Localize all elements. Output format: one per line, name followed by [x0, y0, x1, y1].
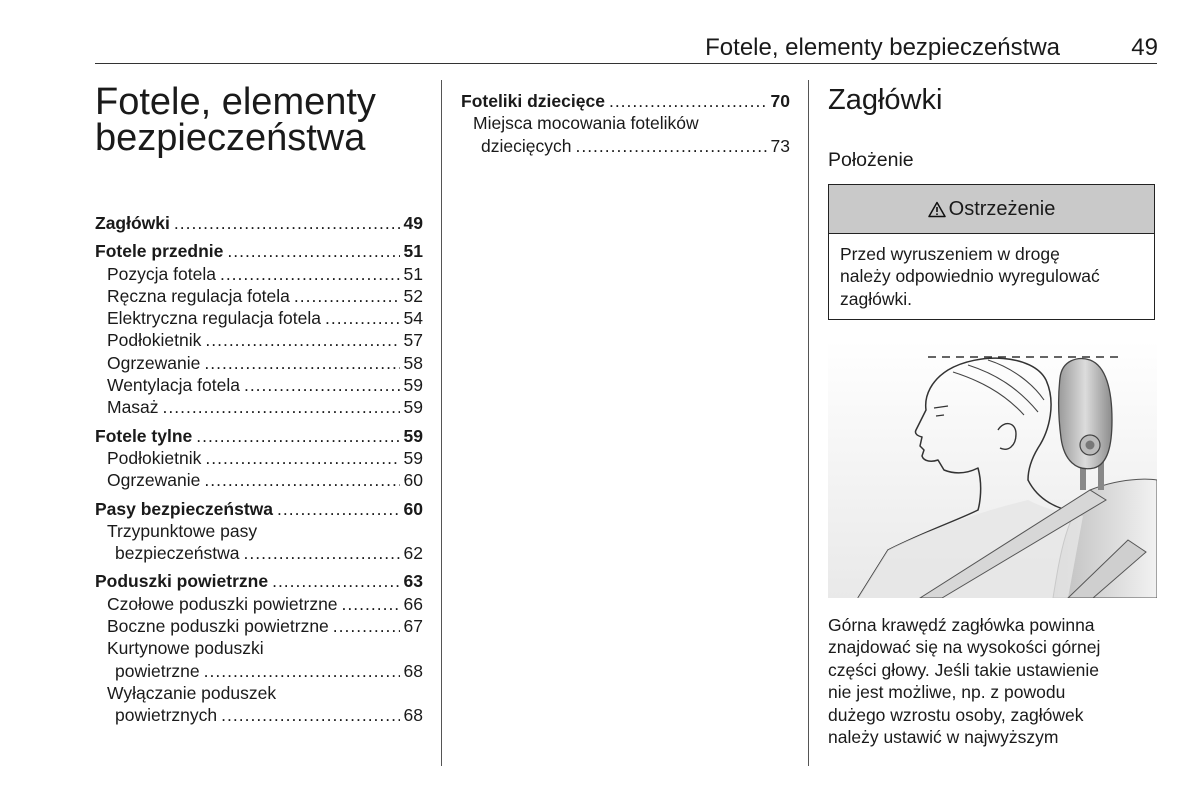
- toc-page-number: 66: [403, 593, 423, 614]
- toc-page-number: 51: [403, 263, 423, 284]
- toc-entry[interactable]: [95, 396, 423, 418]
- toc-leader-dots: [163, 396, 400, 418]
- toc-entry-label: Wentylacja fotela: [107, 375, 240, 396]
- toc-entry[interactable]: [95, 263, 423, 285]
- page-number: 49: [1131, 34, 1158, 61]
- toc-page-number: 60: [403, 498, 423, 519]
- body-line: należy ustawić w najwyższym: [828, 727, 1059, 748]
- toc-entry-label: powietrzne: [115, 660, 200, 681]
- toc-page-number: 54: [403, 308, 423, 329]
- toc-leader-dots: [221, 704, 399, 726]
- toc-leader-dots: [575, 135, 766, 157]
- toc-entry[interactable]: [461, 90, 790, 112]
- toc-entry-label: powietrznych: [115, 705, 218, 726]
- toc-page-number: 57: [403, 330, 423, 351]
- toc-page-number: 58: [403, 352, 423, 373]
- toc-leader-dots: [294, 285, 400, 307]
- chapter-title-line-2: bezpieczeństwa: [95, 117, 366, 159]
- toc-leader-dots: [609, 90, 767, 112]
- header-rule: [95, 63, 1157, 64]
- body-text: [828, 614, 1158, 748]
- toc-entry[interactable]: [95, 704, 423, 726]
- toc-entry[interactable]: [95, 660, 423, 682]
- body-line: części głowy. Jeśli takie ustawienie: [828, 659, 1100, 680]
- toc-leader-dots: [204, 352, 399, 374]
- warning-triangle-icon: [928, 201, 946, 218]
- toc-entry-label: Pozycja fotela: [107, 263, 216, 284]
- toc-entry-label: Podłokietnik: [107, 447, 202, 468]
- warning-text: [829, 234, 1154, 310]
- toc-page-number: 67: [403, 616, 423, 637]
- subsection-title: Położenie: [828, 149, 914, 171]
- toc-leader-dots: [174, 212, 400, 234]
- toc-entry-label: Czołowe poduszki powietrzne: [107, 593, 338, 614]
- toc-entry[interactable]: [95, 447, 423, 469]
- toc-entry[interactable]: [95, 240, 423, 262]
- toc-leader-dots: [244, 374, 400, 396]
- running-header-title: Fotele, elementy bezpieczeństwa: [705, 34, 1060, 61]
- toc-entry-label: Boczne poduszki powietrzne: [107, 616, 329, 637]
- toc-leader-dots: [205, 447, 399, 469]
- toc-leader-dots: [205, 329, 399, 351]
- toc-entry-label: Pasy bezpieczeństwa: [95, 498, 273, 519]
- toc-entry[interactable]: [95, 212, 423, 234]
- toc-page-number: 62: [403, 543, 423, 564]
- toc-leader-dots: [220, 263, 400, 285]
- toc-entry[interactable]: [95, 570, 423, 592]
- warning-title: Ostrzeżenie: [948, 197, 1056, 220]
- toc-entry-label: Zagłówki: [95, 213, 170, 233]
- toc-entry[interactable]: [461, 135, 790, 157]
- toc-entry[interactable]: [95, 352, 423, 374]
- warning-line: należy odpowiednio wyregulować: [840, 266, 1100, 287]
- toc-page-number: 63: [403, 571, 423, 592]
- toc-entry-label: bezpieczeństwa: [115, 543, 240, 564]
- toc-leader-dots: [342, 593, 400, 615]
- toc-page-number: 70: [770, 91, 790, 111]
- toc-entry[interactable]: [95, 469, 423, 491]
- toc-entry-label: Trzypunktowe pasy: [107, 520, 258, 541]
- warning-header: [829, 185, 1154, 234]
- toc-entry-label: Miejsca mocowania fotelików: [473, 113, 699, 134]
- toc-entry-label: Ręczna regulacja fotela: [107, 285, 290, 306]
- chapter-title: [95, 81, 425, 159]
- toc-entry[interactable]: [95, 285, 423, 307]
- toc-entry-label: Fotele przednie: [95, 241, 224, 262]
- toc-leader-dots: [227, 240, 399, 262]
- toc-leader-dots: [325, 307, 400, 329]
- toc-entry-label: Ogrzewanie: [107, 470, 201, 491]
- toc-entry[interactable]: [95, 593, 423, 615]
- toc-entry[interactable]: [95, 542, 423, 564]
- toc-page-number: 59: [403, 397, 423, 418]
- toc-entry[interactable]: [95, 498, 423, 520]
- toc-page-number: 59: [403, 447, 423, 468]
- toc-leader-dots: [204, 469, 399, 491]
- table-of-contents: [95, 212, 423, 727]
- toc-page-number: 59: [403, 425, 423, 446]
- toc-leader-dots: [277, 498, 400, 520]
- toc-leader-dots: [333, 615, 400, 637]
- column-divider-2: [808, 80, 809, 766]
- toc-page-number: 49: [403, 213, 423, 233]
- toc-page-number: 73: [770, 135, 790, 156]
- toc-entry-label: Foteliki dziecięce: [461, 91, 605, 111]
- toc-entry[interactable]: [95, 425, 423, 447]
- toc-page-number: 52: [403, 285, 423, 306]
- toc-entry[interactable]: [95, 374, 423, 396]
- toc-page-number: 51: [403, 241, 423, 262]
- toc-page-number: 60: [403, 470, 423, 491]
- toc-entry-label: Fotele tylne: [95, 425, 193, 446]
- toc-entry-label: Podłokietnik: [107, 330, 202, 351]
- table-of-contents-continued: [461, 90, 790, 157]
- toc-entry-label: Ogrzewanie: [107, 352, 201, 373]
- toc-leader-dots: [196, 425, 399, 447]
- toc-entry-label: Elektryczna regulacja fotela: [107, 308, 321, 329]
- body-line: nie jest możliwe, np. z powodu: [828, 682, 1066, 703]
- warning-box: [828, 184, 1155, 320]
- headrest-position-illustration: [828, 340, 1157, 598]
- toc-leader-dots: [244, 542, 400, 564]
- column-divider-1: [441, 80, 442, 766]
- toc-entry-label: Wyłączanie poduszek: [107, 682, 277, 703]
- body-line: znajdować się na wysokości górnej: [828, 637, 1101, 658]
- warning-line: Przed wyruszeniem w drogę: [840, 244, 1060, 264]
- toc-page-number: 59: [403, 375, 423, 396]
- toc-entry-label: Kurtynowe poduszki: [107, 638, 264, 659]
- warning-line: zagłówki.: [840, 288, 912, 309]
- chapter-title-line-1: Fotele, elementy: [95, 81, 376, 123]
- toc-leader-dots: [204, 660, 400, 682]
- toc-page-number: 68: [403, 705, 423, 726]
- body-line: dużego wzrostu osoby, zagłówek: [828, 704, 1084, 725]
- toc-entry-label: Poduszki powietrzne: [95, 571, 269, 592]
- section-title: Zagłówki: [828, 84, 943, 116]
- toc-leader-dots: [272, 570, 399, 592]
- toc-entry-label: Masaż: [107, 397, 159, 418]
- toc-entry[interactable]: [95, 307, 423, 329]
- body-line: Górna krawędź zagłówka powinna: [828, 615, 1095, 635]
- toc-entry-label: dziecięcych: [481, 135, 572, 156]
- toc-page-number: 68: [403, 660, 423, 681]
- toc-entry[interactable]: [95, 329, 423, 351]
- toc-entry[interactable]: [95, 615, 423, 637]
